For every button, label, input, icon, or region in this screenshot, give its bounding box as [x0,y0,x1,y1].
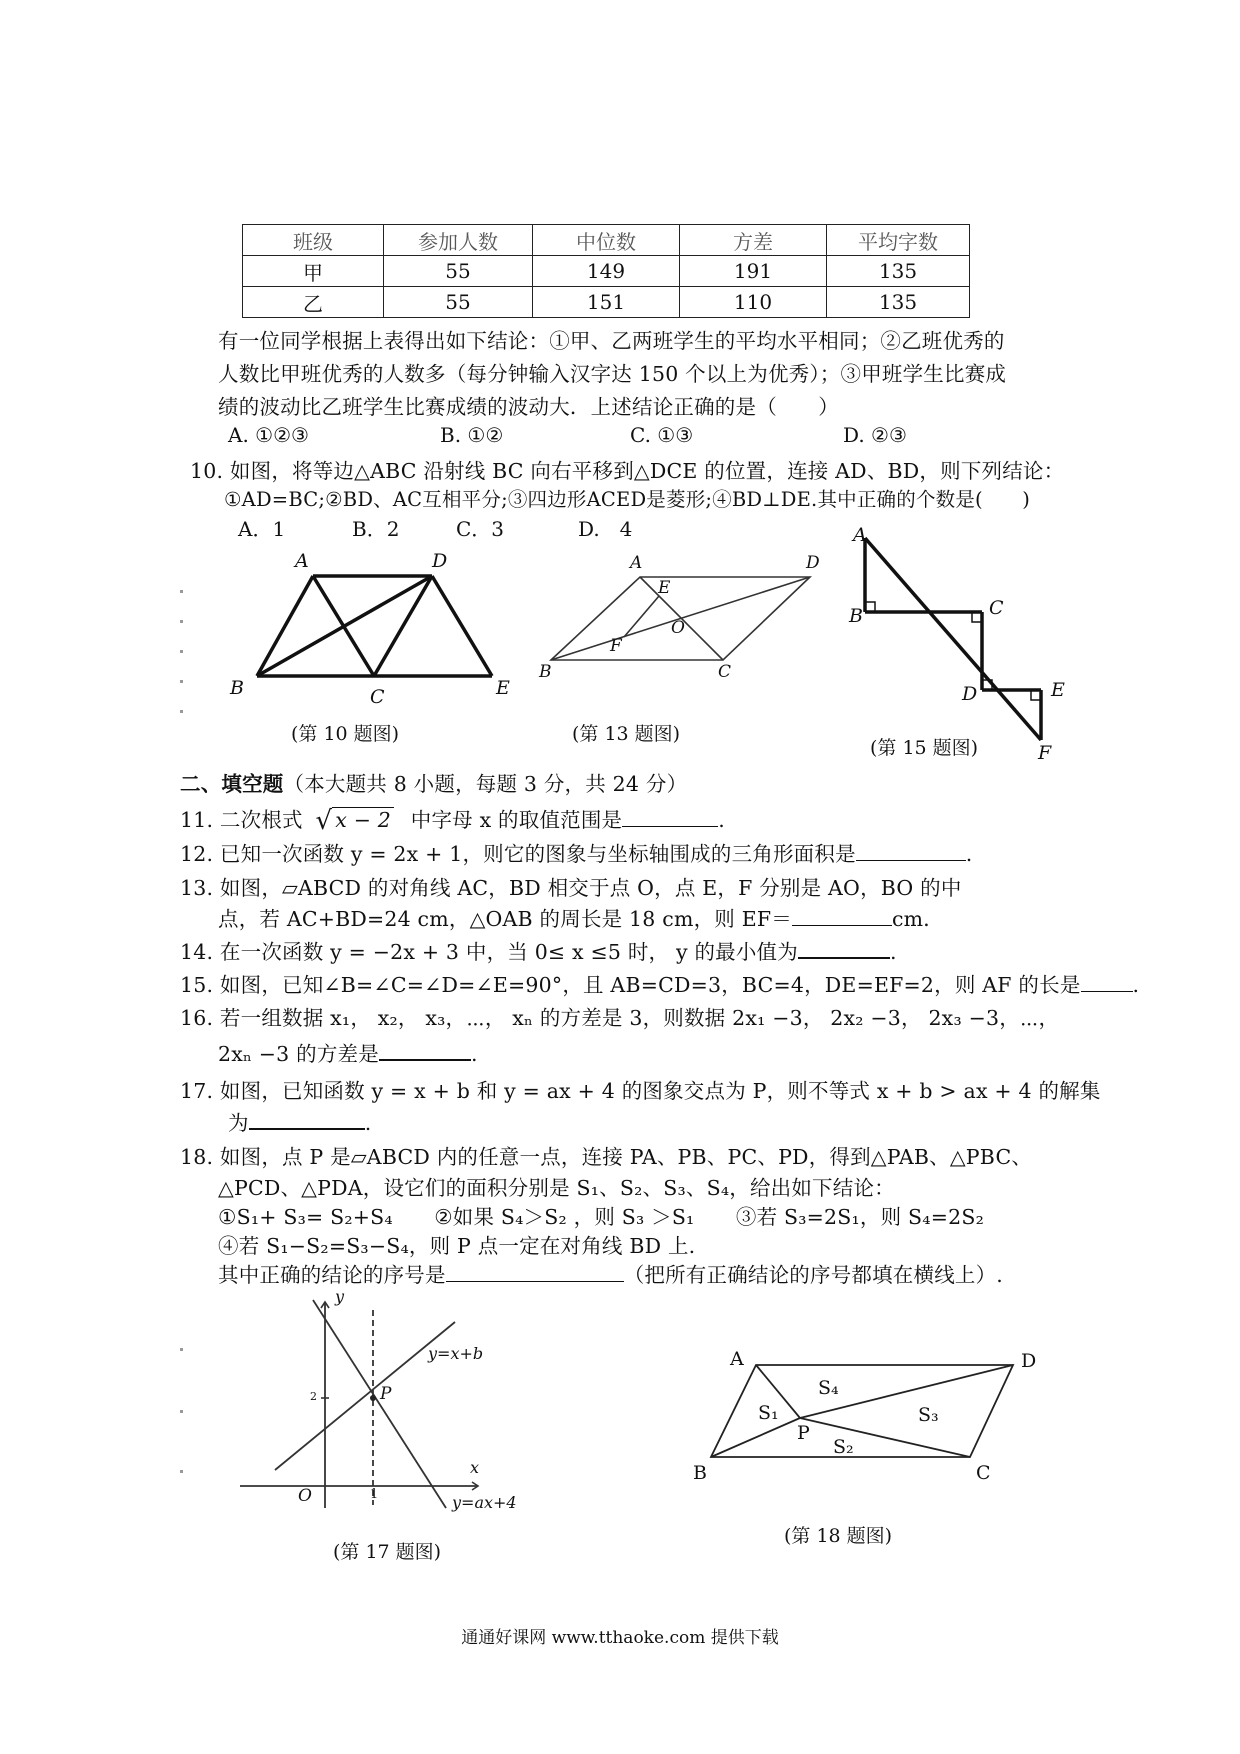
q10-line2: ①AD=BC;②BD、AC互相平分;③四边形ACED是菱形;④BD⊥DE.其中正确的个数是( ) [224,488,1031,511]
fig15-label-d: D [962,683,978,705]
q11: 11. 二次根式 √ x − 2 中字母 x 的取值范围是 . [180,806,725,836]
fig18-label-p: P [797,1422,810,1444]
table-cell: 甲 [243,256,384,287]
q11-text-a: 11. 二次根式 [180,808,303,832]
q18-text: 其中正确的结论的序号是 [218,1263,446,1287]
q9-line3: 绩的波动比乙班学生比赛成绩的波动大．上述结论正确的是（ ） [218,395,839,419]
fig17-label-p: P [380,1384,392,1404]
fig17-caption: (第 17 题图) [333,1541,442,1563]
table-header-cell: 中位数 [533,225,680,256]
q9-option-c: C. ①③ [630,423,694,447]
fig15-label-c: C [989,597,1004,619]
fig15-label-e: E [1051,679,1065,701]
page-footer: 通通好课网 www.tthaoke.com 提供下载 [461,1628,779,1648]
fig10-label-c: C [370,686,385,708]
fig10-label-e: E [496,677,510,699]
table-cell: 135 [827,287,970,318]
table-cell: 149 [533,256,680,287]
fig13-label-f: F [610,636,622,656]
fig13-label-b: B [539,662,552,682]
table-cell: 191 [680,256,827,287]
q9-option-a: A. ①②③ [228,423,309,447]
q15: 15. 如图，已知∠B=∠C=∠D=∠E=90°，且 AB=CD=3，BC=4，DE=EF=2，则 AF 的长是 . [180,973,1140,997]
fig18-label-c: C [976,1462,991,1484]
fig17-label-origin: O [298,1486,312,1506]
table-cell: 135 [827,256,970,287]
fig17-line1-label: y=x+b [428,1344,484,1363]
table-cell: 151 [533,287,680,318]
fig15-label-a: A [853,524,867,546]
q17-line2: 为 . [228,1111,372,1135]
q10-option-b: B．2 [352,517,400,541]
fig17-tick-2: 2 [310,1390,317,1403]
fig18-label-s4: S₄ [818,1377,839,1399]
fig15-caption: (第 15 题图) [870,737,979,759]
fig18-label-b: B [693,1462,707,1484]
q10-line1: 10. 如图，将等边△ABC 沿射线 BC 向右平移到△DCE 的位置，连接 AD、BD，则下列结论： [190,459,1065,483]
fig17-label-y: y [335,1287,345,1306]
q18-line2: △PCD、△PDA，设它们的面积分别是 S₁、S₂、S₃、S₄，给出如下结论： [218,1176,895,1200]
q16-line2: 2xₙ −3 的方差是 . [218,1042,478,1066]
fig10-label-b: B [230,677,244,699]
fig18-label-s1: S₁ [758,1402,779,1424]
q11-radicand: x − 2 [332,807,394,832]
q18-line4: ④若 S₁−S₂=S₃−S₄，则 P 点一定在对角线 BD 上. [218,1234,696,1258]
fig18-label-d: D [1021,1350,1037,1372]
q11-text-c: 中字母 x 的取值范围是 [410,808,623,832]
table-cell: 110 [680,287,827,318]
table-cell: 乙 [243,287,384,318]
q13-line1: 13. 如图，▱ABCD 的对角线 AC，BD 相交于点 O，点 E，F 分别是 AO，BO 的中 [180,876,962,900]
q9-line1: 有一位同学根据上表得出如下结论：①甲、乙两班学生的平均水平相同；②乙班优秀的 [218,329,1005,353]
table-header-cell: 班级 [243,225,384,256]
table-header-cell: 参加人数 [384,225,533,256]
fig17-line2-label: y=ax+4 [452,1493,517,1512]
table-header-cell: 平均字数 [827,225,970,256]
fig13-label-c: C [718,662,732,682]
q16-line1: 16. 若一组数据 x₁， x₂， x₃，⋯， xₙ 的方差是 3，则数据 2x₁ −3， 2x₂ −3， 2x₃ −3，⋯， [180,1006,1060,1030]
fig13-label-d: D [806,553,820,573]
q9-line2: 人数比甲班优秀的人数多（每分钟输入汉字达 150 个以上为优秀）；③甲班学生比赛成 [218,362,1007,386]
q17-line1: 17. 如图，已知函数 y = x + b 和 y = ax + 4 的图象交点为 P，则不等式 x + b > ax + 4 的解集 [180,1079,1101,1103]
fig17-tick-1: 1 [370,1487,379,1502]
q14: 14. 在一次函数 y = −2x + 3 中，当 0≤ x ≤5 时， y 的最小值为 . [180,940,897,964]
fig10-label-a: A [295,550,309,572]
fig13-label-e: E [658,578,671,598]
fig13-caption: (第 13 题图) [572,723,681,745]
table-header-cell: 方差 [680,225,827,256]
q12-text: 12. 已知一次函数 y = 2x + 1，则它的图象与坐标轴围成的三角形面积是 [180,842,856,866]
q15-text: 15. 如图，已知∠B=∠C=∠D=∠E=90°，且 AB=CD=3，BC=4，DE=EF=2，则 AF 的长是 [180,973,1081,997]
q10-option-a: A．1 [238,517,286,541]
q17-text: 为 [228,1111,249,1135]
fig18-caption: (第 18 题图) [784,1525,893,1547]
table-cell: 55 [384,287,533,318]
q10-option-c: C．3 [456,517,505,541]
q9-option-b: B. ①② [440,423,504,447]
fig10-label-d: D [432,550,448,572]
q18-tail: （把所有正确结论的序号都填在横线上）. [623,1263,1004,1287]
fig15-label-f: F [1038,742,1052,764]
sqrt-icon: √ [315,806,333,836]
q9-option-d: D. ②③ [843,423,907,447]
section2-title: 二、填空题 [180,772,284,796]
fig13-label-a: A [630,553,643,573]
fig13-label-o: O [671,618,685,638]
q18-line3: ①S₁+ S₃= S₂+S₄ ②如果 S₄＞S₂ ，则 S₃ ＞S₁ ③若 S₃=2S₁，则 S₄=2S₂ [218,1205,984,1229]
q13-unit: cm． [891,907,945,931]
q13-text: 点，若 AC+BD=24 cm，△OAB 的周长是 18 cm，则 EF＝ [218,907,792,931]
q16-text: 2xₙ −3 的方差是 [218,1042,379,1066]
fig10-caption: (第 10 题图) [291,723,400,745]
q12: 12. 已知一次函数 y = 2x + 1，则它的图象与坐标轴围成的三角形面积是 . [180,842,973,866]
fig15-label-b: B [849,605,863,627]
q14-text: 14. 在一次函数 y = −2x + 3 中，当 0≤ x ≤5 时， y 的最小值为 [180,940,798,964]
fig18-label-s2: S₂ [833,1436,854,1458]
fig18-label-a: A [730,1348,744,1370]
fig18-label-s3: S₃ [918,1404,939,1426]
q18-line1: 18. 如图，点 P 是▱ABCD 内的任意一点，连接 PA、PB、PC、PD，得到△PAB、△PBC、 [180,1145,1033,1169]
table-cell: 55 [384,256,533,287]
fig17-label-x: x [470,1458,480,1477]
section2-note: （本大题共 8 小题，每题 3 分，共 24 分） [283,772,688,796]
q10-option-d: D. 4 [578,517,633,541]
